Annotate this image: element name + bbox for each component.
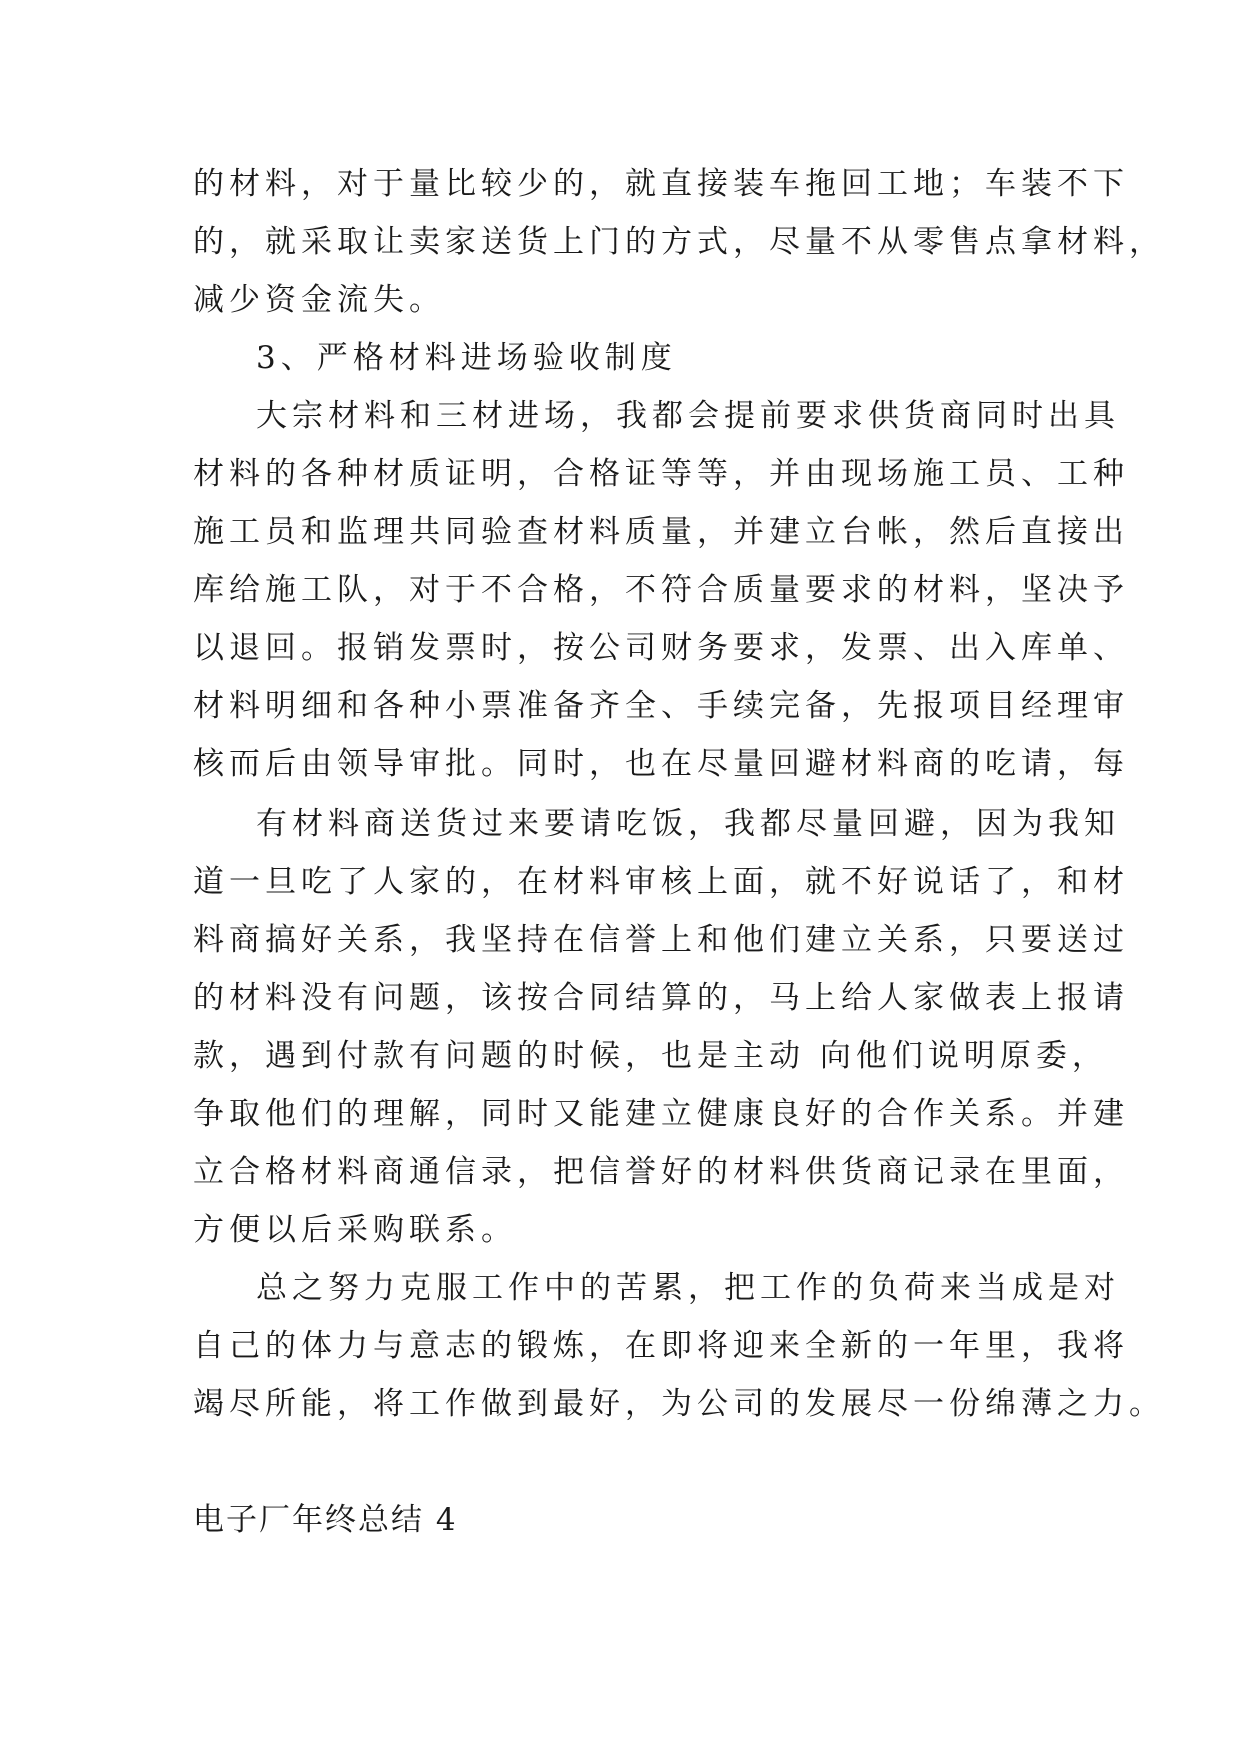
section-heading: 电子厂年终总结 4 (193, 1502, 458, 1538)
paragraph-line: 总之努力克服工作中的苦累，把工作的负荷来当成是对 (256, 1270, 1120, 1306)
paragraph-line: 的材料，对于量比较少的，就直接装车拖回工地；车装不下 (193, 166, 1129, 202)
paragraph-line: 以退回。报销发票时，按公司财务要求，发票、出入库单、 (193, 630, 1129, 666)
paragraph-line: 施工员和监理共同验查材料质量，并建立台帐，然后直接出 (193, 514, 1129, 550)
paragraph-line: 库给施工队，对于不合格，不符合质量要求的材料，坚决予 (193, 572, 1129, 608)
paragraph-line: 材料的各种材质证明，合格证等等，并由现场施工员、工种 (193, 456, 1129, 492)
paragraph-line: 方便以后采购联系。 (193, 1212, 517, 1248)
paragraph-line: 材料明细和各种小票准备齐全、手续完备，先报项目经理审 (193, 688, 1129, 724)
paragraph-line: 自己的体力与意志的锻炼，在即将迎来全新的一年里，我将 (193, 1328, 1129, 1364)
paragraph-line: 的材料没有问题，该按合同结算的，马上给人家做表上报请 (193, 980, 1129, 1016)
paragraph-line: 核而后由领导审批。同时，也在尽量回避材料商的吃请，每 (193, 746, 1129, 782)
paragraph-line: 有材料商送货过来要请吃饭，我都尽量回避，因为我知 (256, 806, 1120, 842)
paragraph-line: 竭尽所能，将工作做到最好，为公司的发展尽一份绵薄之力。 (193, 1386, 1165, 1422)
paragraph-line: 争取他们的理解，同时又能建立健康良好的合作关系。并建 (193, 1096, 1129, 1132)
paragraph-line: 款，遇到付款有问题的时候，也是主动 向他们说明原委， (193, 1038, 1108, 1074)
paragraph-line: 减少资金流失。 (193, 282, 445, 318)
paragraph-line: 料商搞好关系，我坚持在信誉上和他们建立关系，只要送过 (193, 922, 1129, 958)
paragraph-line: 的，就采取让卖家送货上门的方式，尽量不从零售点拿材料， (193, 224, 1165, 260)
subsection-heading: 3、严格材料进场验收制度 (256, 340, 677, 376)
paragraph-line: 立合格材料商通信录，把信誉好的材料供货商记录在里面， (193, 1154, 1129, 1190)
paragraph-line: 道一旦吃了人家的，在材料审核上面，就不好说话了，和材 (193, 864, 1129, 900)
paragraph-line: 大宗材料和三材进场，我都会提前要求供货商同时出具 (256, 398, 1120, 434)
